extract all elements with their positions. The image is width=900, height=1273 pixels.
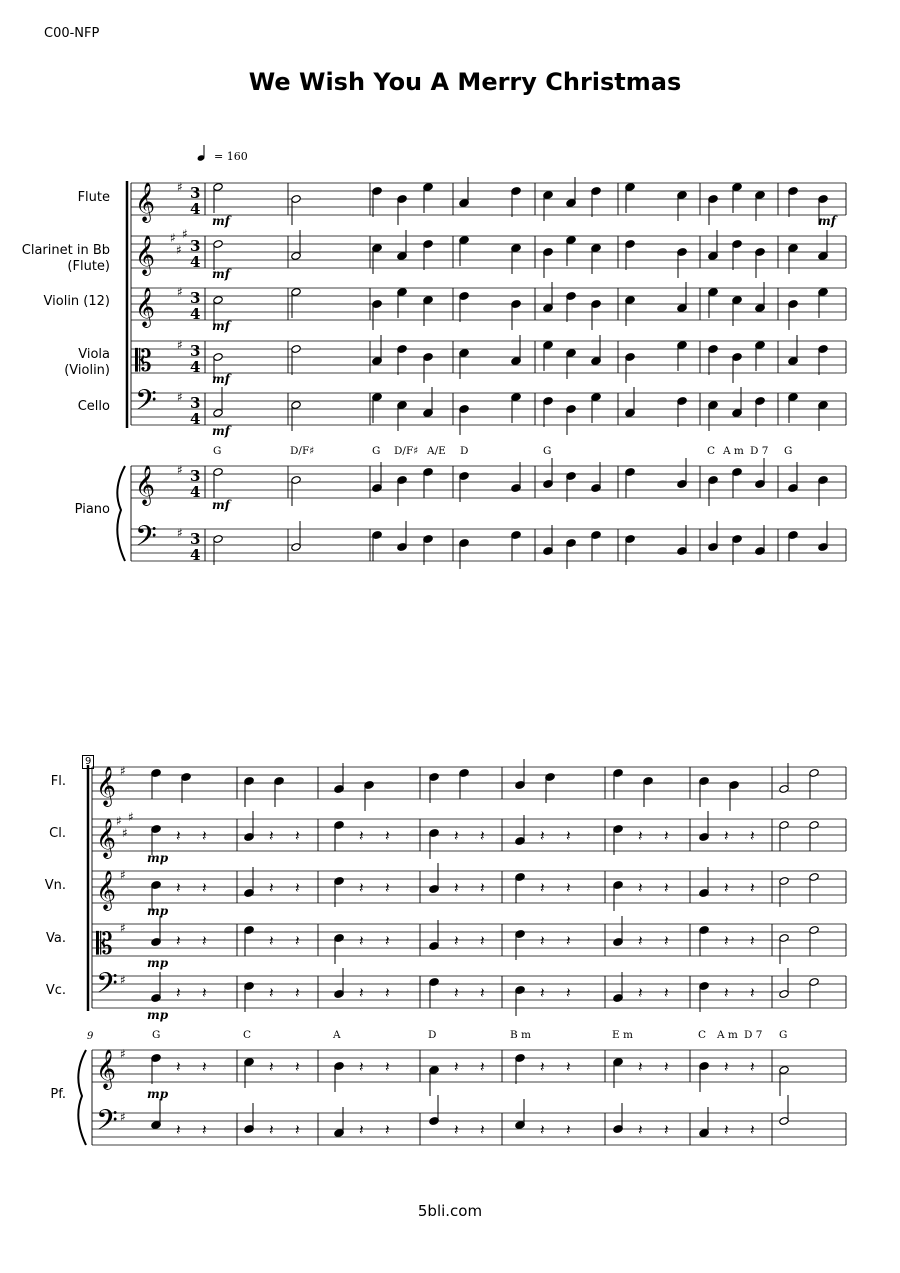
- quarter-rest: 𝄽: [480, 1121, 485, 1139]
- quarter-rest: 𝄽: [295, 879, 300, 897]
- quarter-rest: 𝄽: [359, 984, 364, 1002]
- page-title: We Wish You A Merry Christmas: [248, 68, 682, 96]
- instrument-label-viola: Viola (Violin): [64, 347, 110, 378]
- key-signature-sharp: ♯: [177, 180, 183, 194]
- quarter-rest: 𝄽: [566, 1121, 571, 1139]
- clef-symbol: 𝄡: [96, 927, 113, 962]
- key-signature-sharp: ♯: [120, 1110, 126, 1124]
- time-signature-top: 3: [190, 530, 201, 548]
- dynamic-marking: mp: [147, 1087, 169, 1101]
- quarter-rest: 𝄽: [638, 932, 643, 950]
- quarter-rest: 𝄽: [750, 879, 755, 897]
- time-signature-top: 3: [190, 467, 201, 485]
- dynamic-marking: mf: [818, 214, 836, 228]
- quarter-rest: 𝄽: [202, 984, 207, 1002]
- chord-symbol: G: [372, 445, 381, 457]
- clef-symbol: 𝄞: [96, 818, 117, 858]
- quarter-rest: 𝄽: [664, 879, 669, 897]
- quarter-rest: 𝄽: [724, 984, 729, 1002]
- dynamic-marking: mp: [147, 851, 169, 865]
- quarter-rest: 𝄽: [385, 827, 390, 845]
- quarter-rest: 𝄽: [566, 879, 571, 897]
- instrument-label-violin-short: Vn.: [44, 878, 66, 893]
- quarter-rest: 𝄽: [176, 932, 181, 950]
- quarter-rest: 𝄽: [480, 984, 485, 1002]
- quarter-rest: 𝄽: [480, 827, 485, 845]
- chord-symbol: D: [428, 1029, 437, 1041]
- quarter-rest: 𝄽: [750, 1058, 755, 1076]
- quarter-rest: 𝄽: [638, 1058, 643, 1076]
- time-signature-bottom: 4: [190, 253, 201, 271]
- quarter-rest: 𝄽: [724, 932, 729, 950]
- chord-symbol: D/F♯: [394, 445, 419, 457]
- time-signature-bottom: 4: [190, 358, 201, 376]
- quarter-rest: 𝄽: [176, 984, 181, 1002]
- quarter-rest: 𝄽: [295, 984, 300, 1002]
- chord-symbol: D 7: [744, 1029, 763, 1041]
- time-signature-top: 3: [190, 394, 201, 412]
- quarter-rest: 𝄽: [664, 984, 669, 1002]
- clef-symbol: 𝄞: [135, 465, 156, 505]
- quarter-rest: 𝄽: [540, 879, 545, 897]
- instrument-label-clarinet-short: Cl.: [49, 826, 66, 841]
- time-signature-bottom: 4: [190, 305, 201, 323]
- quarter-rest: 𝄽: [359, 1121, 364, 1139]
- clef-symbol: 𝄞: [135, 287, 156, 327]
- quarter-rest: 𝄽: [566, 932, 571, 950]
- instrument-label-violin: Violin (12): [43, 294, 110, 309]
- instrument-label-flute: Flute: [77, 190, 110, 205]
- quarter-rest: 𝄽: [664, 932, 669, 950]
- quarter-rest: 𝄽: [724, 1121, 729, 1139]
- piano-brace: [117, 466, 125, 561]
- quarter-rest: 𝄽: [269, 1058, 274, 1076]
- chord-symbol: G: [779, 1029, 788, 1041]
- key-signature-sharp: ♯: [177, 463, 183, 477]
- quarter-rest: 𝄽: [750, 827, 755, 845]
- clef-symbol: 𝄞: [135, 235, 156, 275]
- chord-symbol: C: [707, 445, 716, 457]
- clef-symbol: 𝄞: [96, 870, 117, 910]
- chord-symbol: D/F♯: [290, 445, 315, 457]
- quarter-rest: 𝄽: [454, 984, 459, 1002]
- key-signature-sharp: ♯: [120, 868, 126, 882]
- quarter-rest: 𝄽: [359, 932, 364, 950]
- quarter-rest: 𝄽: [454, 879, 459, 897]
- quarter-rest: 𝄽: [638, 879, 643, 897]
- quarter-rest: 𝄽: [202, 932, 207, 950]
- key-signature-sharp: ♯: [177, 526, 183, 540]
- chord-symbol: G: [784, 445, 793, 457]
- dynamic-marking: mp: [147, 904, 169, 918]
- chord-symbol: A m: [717, 1029, 738, 1041]
- dynamic-marking: mf: [212, 319, 230, 333]
- chord-symbol: E m: [612, 1029, 633, 1041]
- quarter-rest: 𝄽: [724, 879, 729, 897]
- footer-site: 5bli.com: [417, 1202, 483, 1220]
- dynamic-marking: mf: [212, 267, 230, 281]
- quarter-rest: 𝄽: [724, 827, 729, 845]
- quarter-rest: 𝄽: [359, 827, 364, 845]
- quarter-rest: 𝄽: [269, 827, 274, 845]
- key-signature-sharp: ♯: [128, 810, 134, 824]
- quarter-rest: 𝄽: [566, 984, 571, 1002]
- chord-symbol: C: [243, 1029, 252, 1041]
- quarter-rest: 𝄽: [385, 984, 390, 1002]
- instrument-label-flute-short: Fl.: [50, 774, 66, 789]
- quarter-rest: 𝄽: [295, 1121, 300, 1139]
- quarter-rest: 𝄽: [540, 984, 545, 1002]
- chord-symbol: C: [698, 1029, 707, 1041]
- quarter-rest: 𝄽: [385, 879, 390, 897]
- key-signature-sharp: ♯: [120, 1047, 126, 1061]
- quarter-rest: 𝄽: [664, 1058, 669, 1076]
- chord-symbol: A: [333, 1029, 341, 1041]
- quarter-rest: 𝄽: [638, 827, 643, 845]
- quarter-rest: 𝄽: [638, 1121, 643, 1139]
- quarter-rest: 𝄽: [385, 1058, 390, 1076]
- quarter-rest: 𝄽: [638, 984, 643, 1002]
- dynamic-marking: mf: [212, 424, 230, 438]
- quarter-rest: 𝄽: [202, 1121, 207, 1139]
- instrument-label-piano-short: Pf.: [50, 1087, 66, 1102]
- quarter-rest: 𝄽: [176, 827, 181, 845]
- clef-symbol: 𝄢: [96, 1104, 118, 1144]
- quarter-rest: 𝄽: [480, 932, 485, 950]
- quarter-rest: 𝄽: [566, 827, 571, 845]
- quarter-rest: 𝄽: [480, 1058, 485, 1076]
- tempo-marking: = 160: [214, 150, 248, 163]
- key-signature-sharp: ♯: [177, 390, 183, 404]
- chord-symbol: A/E: [427, 445, 446, 457]
- quarter-rest: 𝄽: [295, 932, 300, 950]
- quarter-rest: 𝄽: [540, 1121, 545, 1139]
- quarter-rest: 𝄽: [454, 827, 459, 845]
- quarter-rest: 𝄽: [454, 1121, 459, 1139]
- chord-symbol: D 7: [750, 445, 769, 457]
- instrument-label-viola-short: Va.: [46, 931, 66, 946]
- time-signature-top: 3: [190, 184, 201, 202]
- quarter-rest: 𝄽: [540, 1058, 545, 1076]
- chord-symbol: G: [152, 1029, 161, 1041]
- quarter-rest: 𝄽: [750, 984, 755, 1002]
- chord-symbol: B m: [510, 1029, 532, 1041]
- chord-symbol: A m: [723, 445, 744, 457]
- instrument-label-clarinet: Clarinet in Bb (Flute): [21, 243, 110, 274]
- key-signature-sharp: ♯: [176, 243, 182, 257]
- clef-symbol: 𝄞: [135, 182, 156, 222]
- clef-symbol: 𝄢: [135, 520, 157, 560]
- quarter-rest: 𝄽: [295, 1058, 300, 1076]
- quarter-rest: 𝄽: [480, 879, 485, 897]
- clef-symbol: 𝄢: [96, 967, 118, 1007]
- dynamic-marking: mf: [212, 214, 230, 228]
- clef-symbol: 𝄡: [135, 344, 152, 379]
- quarter-rest: 𝄽: [359, 1058, 364, 1076]
- dynamic-marking: mf: [212, 372, 230, 386]
- key-signature-sharp: ♯: [122, 826, 128, 840]
- chord-symbol: G: [213, 445, 222, 457]
- quarter-rest: 𝄽: [664, 1121, 669, 1139]
- quarter-rest: 𝄽: [295, 827, 300, 845]
- quarter-rest: 𝄽: [385, 1121, 390, 1139]
- catalog-code: C00-NFP: [44, 26, 100, 41]
- quarter-rest: 𝄽: [176, 879, 181, 897]
- clef-symbol: 𝄞: [96, 766, 117, 806]
- quarter-rest: 𝄽: [202, 1058, 207, 1076]
- quarter-rest: 𝄽: [540, 932, 545, 950]
- quarter-rest: 𝄽: [269, 1121, 274, 1139]
- quarter-rest: 𝄽: [724, 1058, 729, 1076]
- quarter-rest: 𝄽: [202, 879, 207, 897]
- piano-brace: [78, 1050, 86, 1145]
- quarter-rest: 𝄽: [269, 984, 274, 1002]
- quarter-rest: 𝄽: [359, 879, 364, 897]
- key-signature-sharp: ♯: [177, 285, 183, 299]
- time-signature-top: 3: [190, 237, 201, 255]
- quarter-rest: 𝄽: [176, 1058, 181, 1076]
- key-signature-sharp: ♯: [177, 338, 183, 352]
- quarter-rest: 𝄽: [454, 932, 459, 950]
- dynamic-marking: mf: [212, 498, 230, 512]
- key-signature-sharp: ♯: [182, 227, 188, 241]
- measure-number: 9: [87, 1031, 94, 1042]
- key-signature-sharp: ♯: [116, 814, 122, 828]
- quarter-rest: 𝄽: [566, 1058, 571, 1076]
- key-signature-sharp: ♯: [120, 921, 126, 935]
- chord-symbol: D: [460, 445, 469, 457]
- quarter-rest: 𝄽: [750, 932, 755, 950]
- quarter-rest: 𝄽: [454, 1058, 459, 1076]
- key-signature-sharp: ♯: [120, 764, 126, 778]
- quarter-rest: 𝄽: [385, 932, 390, 950]
- instrument-label-cello-short: Vc.: [45, 983, 66, 998]
- quarter-rest: 𝄽: [269, 932, 274, 950]
- clef-symbol: 𝄢: [135, 384, 157, 424]
- chord-symbol: G: [543, 445, 552, 457]
- quarter-rest: 𝄽: [540, 827, 545, 845]
- dynamic-marking: mp: [147, 956, 169, 970]
- time-signature-bottom: 4: [190, 410, 201, 428]
- quarter-rest: 𝄽: [202, 827, 207, 845]
- clef-symbol: 𝄞: [96, 1049, 117, 1089]
- dynamic-marking: mp: [147, 1008, 169, 1022]
- quarter-rest: 𝄽: [750, 1121, 755, 1139]
- key-signature-sharp: ♯: [170, 231, 176, 245]
- quarter-rest: 𝄽: [664, 827, 669, 845]
- instrument-label-piano: Piano: [74, 502, 110, 517]
- instrument-label-cello: Cello: [77, 399, 110, 414]
- quarter-rest: 𝄽: [269, 879, 274, 897]
- time-signature-bottom: 4: [190, 483, 201, 501]
- quarter-rest: 𝄽: [176, 1121, 181, 1139]
- measure-number: 9: [82, 755, 94, 769]
- time-signature-bottom: 4: [190, 200, 201, 218]
- time-signature-bottom: 4: [190, 546, 201, 564]
- key-signature-sharp: ♯: [120, 973, 126, 987]
- time-signature-top: 3: [190, 289, 201, 307]
- time-signature-top: 3: [190, 342, 201, 360]
